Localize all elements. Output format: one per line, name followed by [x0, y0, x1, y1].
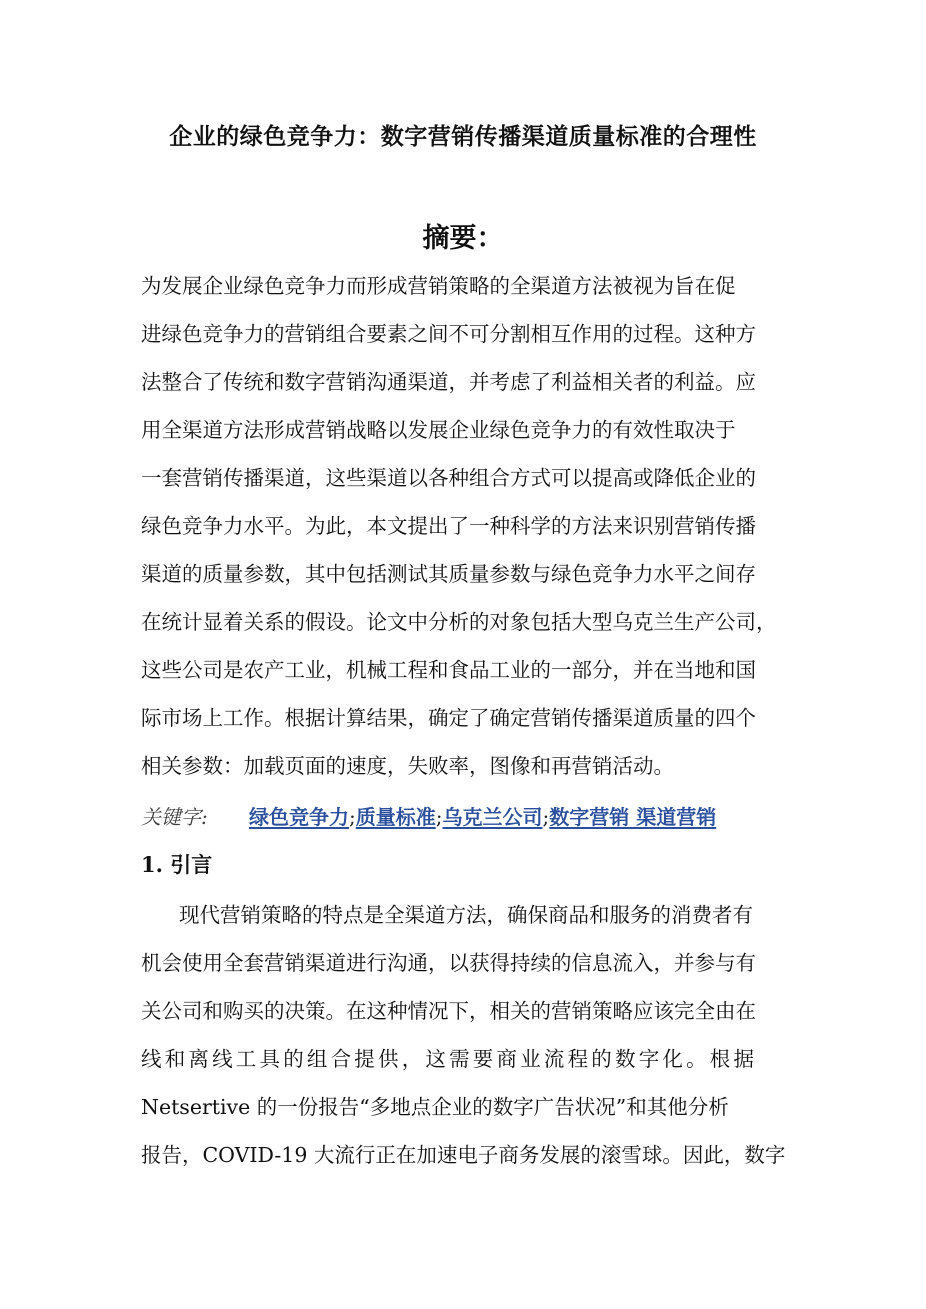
abstract-line: 进绿色竞争力的营销组合要素之间不可分割相互作用的过程。这种方: [141, 322, 756, 346]
abstract-line: 用全渠道方法形成营销战略以发展企业绿色竞争力的有效性取决于: [141, 418, 736, 442]
keyword-separator: ;: [435, 805, 443, 829]
keyword-link-ukrainian-companies[interactable]: 乌克兰公司: [442, 805, 543, 829]
keyword-separator: ;: [349, 805, 356, 829]
intro-line: 报告，COVID-19 大流行正在加速电子商务发展的滚雪球。因此，数字: [141, 1143, 786, 1167]
intro-line: 关公司和购买的决策。在这种情况下，相关的营销策略应该完全由在: [141, 999, 756, 1023]
abstract-line: 际市场上工作。根据计算结果，确定了确定营销传播渠道质量的四个: [141, 706, 756, 730]
abstract-line: 法整合了传统和数字营销沟通渠道，并考虑了利益相关者的利益。应: [141, 370, 756, 394]
abstract-line: 这些公司是农产工业，机械工程和食品工业的一部分，并在当地和国: [141, 658, 756, 682]
abstract-line: 为发展企业绿色竞争力而形成营销策略的全渠道方法被视为旨在促: [141, 274, 736, 298]
keyword-link-digital-marketing[interactable]: 数字营销 渠道营销: [549, 805, 717, 829]
document-title: 企业的绿色竞争力：数字营销传播渠道质量标准的合理性: [169, 123, 757, 150]
abstract-line: 一套营销传播渠道，这些渠道以各种组合方式可以提高或降低企业的: [141, 466, 756, 490]
abstract-line: 渠道的质量参数，其中包括测试其质量参数与绿色竞争力水平之间存: [141, 562, 756, 586]
keywords-line: [141, 797, 801, 837]
abstract-heading: 摘要：: [422, 223, 504, 254]
abstract-body: [141, 262, 791, 790]
intro-line: 线和离线工具的组合提供，这需要商业流程的数字化。根据: [141, 1047, 758, 1071]
abstract-line: 在统计显着关系的假设。论文中分析的对象包括大型乌克兰生产公司，: [141, 610, 777, 634]
intro-line: Netsertive 的一份报告“多地点企业的数字广告状况”和其他分析: [141, 1095, 729, 1119]
keyword-link-quality-standard[interactable]: 质量标准: [355, 805, 436, 829]
intro-line: [141, 891, 791, 939]
introduction-body: [141, 891, 791, 1179]
abstract-line: 相关参数：加载页面的速度，失败率，图像和再营销活动。: [141, 754, 674, 778]
intro-line-text: 现代营销策略的特点是全渠道方法，确保商品和服务的消费者有: [179, 903, 753, 927]
keyword-separator: ;: [542, 805, 550, 829]
section-heading-introduction: 1. 引言: [141, 852, 213, 877]
abstract-line: 绿色竞争力水平。为此，本文提出了一种科学的方法来识别营销传播: [141, 514, 756, 538]
keywords-label: 关键字:: [141, 805, 208, 829]
intro-line: 机会使用全套营销渠道进行沟通，以获得持续的信息流入，并参与有: [141, 951, 756, 975]
keyword-link-green-competitiveness[interactable]: 绿色竞争力: [249, 805, 349, 829]
